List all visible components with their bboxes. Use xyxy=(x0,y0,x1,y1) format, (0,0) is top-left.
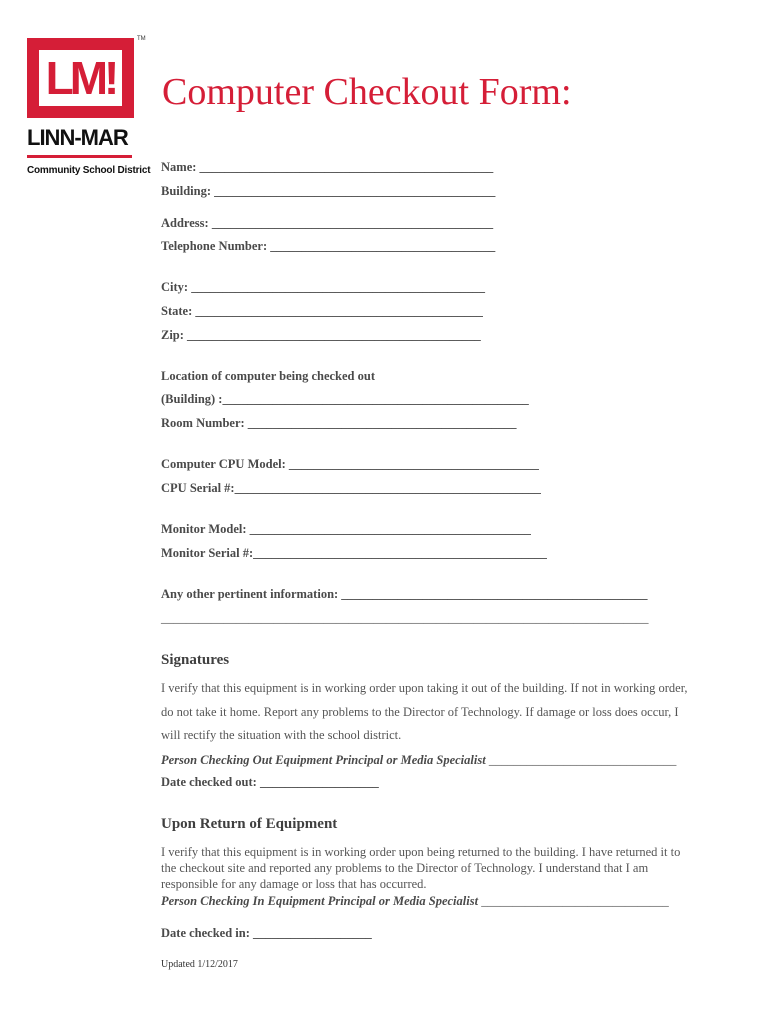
date-checked-in-field[interactable]: Date checked in: ___________________ xyxy=(161,926,372,940)
other-info-field[interactable]: Any other pertinent information: _________________________________________________ xyxy=(161,587,648,601)
name-field[interactable]: Name: _______________________________________________ xyxy=(161,160,494,174)
other-info-line-2[interactable]: ______________________________________________________________________________ xyxy=(161,611,649,625)
location-heading: Location of computer being checked out xyxy=(161,369,375,383)
logo-mark: LM! xyxy=(45,52,116,104)
signatures-text-2: do not take it home. Report any problems to the Director of Technology. If damage or loss does occur, I xyxy=(161,705,679,719)
checkin-signature-blank[interactable]: ______________________________ xyxy=(478,894,669,908)
logo-subtitle: Community School District xyxy=(27,165,151,176)
page-title: Computer Checkout Form: xyxy=(162,71,572,113)
building-field[interactable]: Building: _____________________________________________ xyxy=(161,184,496,198)
state-field[interactable]: State: ______________________________________________ xyxy=(161,304,483,318)
address-field[interactable]: Address: _____________________________________________ xyxy=(161,216,494,230)
return-text-1: I verify that this equipment is in working order upon being returned to the building. I have returned it to xyxy=(161,845,681,859)
cpu-serial-field[interactable]: CPU Serial #:_________________________________________________ xyxy=(161,481,541,495)
footer-updated: Updated 1/12/2017 xyxy=(161,959,238,970)
return-text-2: the checkout site and reported any problems to the Director of Technology. I understand that I am xyxy=(161,861,649,875)
logo-wordmark: LINN-MAR xyxy=(27,125,128,150)
signatures-text-1: I verify that this equipment is in working order upon taking it out of the building. If not in working order, xyxy=(161,681,688,695)
return-text-3: responsible for any damage or loss that has occurred. xyxy=(161,877,427,891)
checkout-signature-line[interactable] xyxy=(161,751,676,769)
logo-inner xyxy=(39,50,122,106)
signatures-heading: Signatures xyxy=(161,652,230,668)
zip-field[interactable]: Zip: _______________________________________________ xyxy=(161,328,481,342)
checkin-signature-line[interactable] xyxy=(161,892,669,910)
logo-rule xyxy=(27,155,132,158)
city-field[interactable]: City: _______________________________________________ xyxy=(161,280,485,294)
telephone-field[interactable]: Telephone Number: ____________________________________ xyxy=(161,239,496,253)
date-checked-out-field[interactable]: Date checked out: ___________________ xyxy=(161,775,379,789)
return-heading: Upon Return of Equipment xyxy=(161,816,338,832)
checkout-signature-label: Person Checking Out Equipment Principal or Media Specialist xyxy=(161,753,486,767)
signatures-text-3: will rectify the situation with the school district. xyxy=(161,728,402,742)
room-number-field[interactable]: Room Number: ___________________________________________ xyxy=(161,416,517,430)
cpu-model-field[interactable]: Computer CPU Model: ________________________________________ xyxy=(161,457,539,471)
trademark: TM xyxy=(137,36,146,42)
checkin-signature-label: Person Checking In Equipment Principal or Media Specialist xyxy=(161,894,479,908)
checkout-signature-blank[interactable]: ______________________________ xyxy=(485,753,677,767)
location-building-field[interactable]: (Building) :_________________________________________________ xyxy=(161,392,529,406)
monitor-serial-field[interactable]: Monitor Serial #:_______________________________________________ xyxy=(161,546,547,560)
logo xyxy=(27,38,134,118)
monitor-model-field[interactable]: Monitor Model: _____________________________________________ xyxy=(161,522,531,536)
